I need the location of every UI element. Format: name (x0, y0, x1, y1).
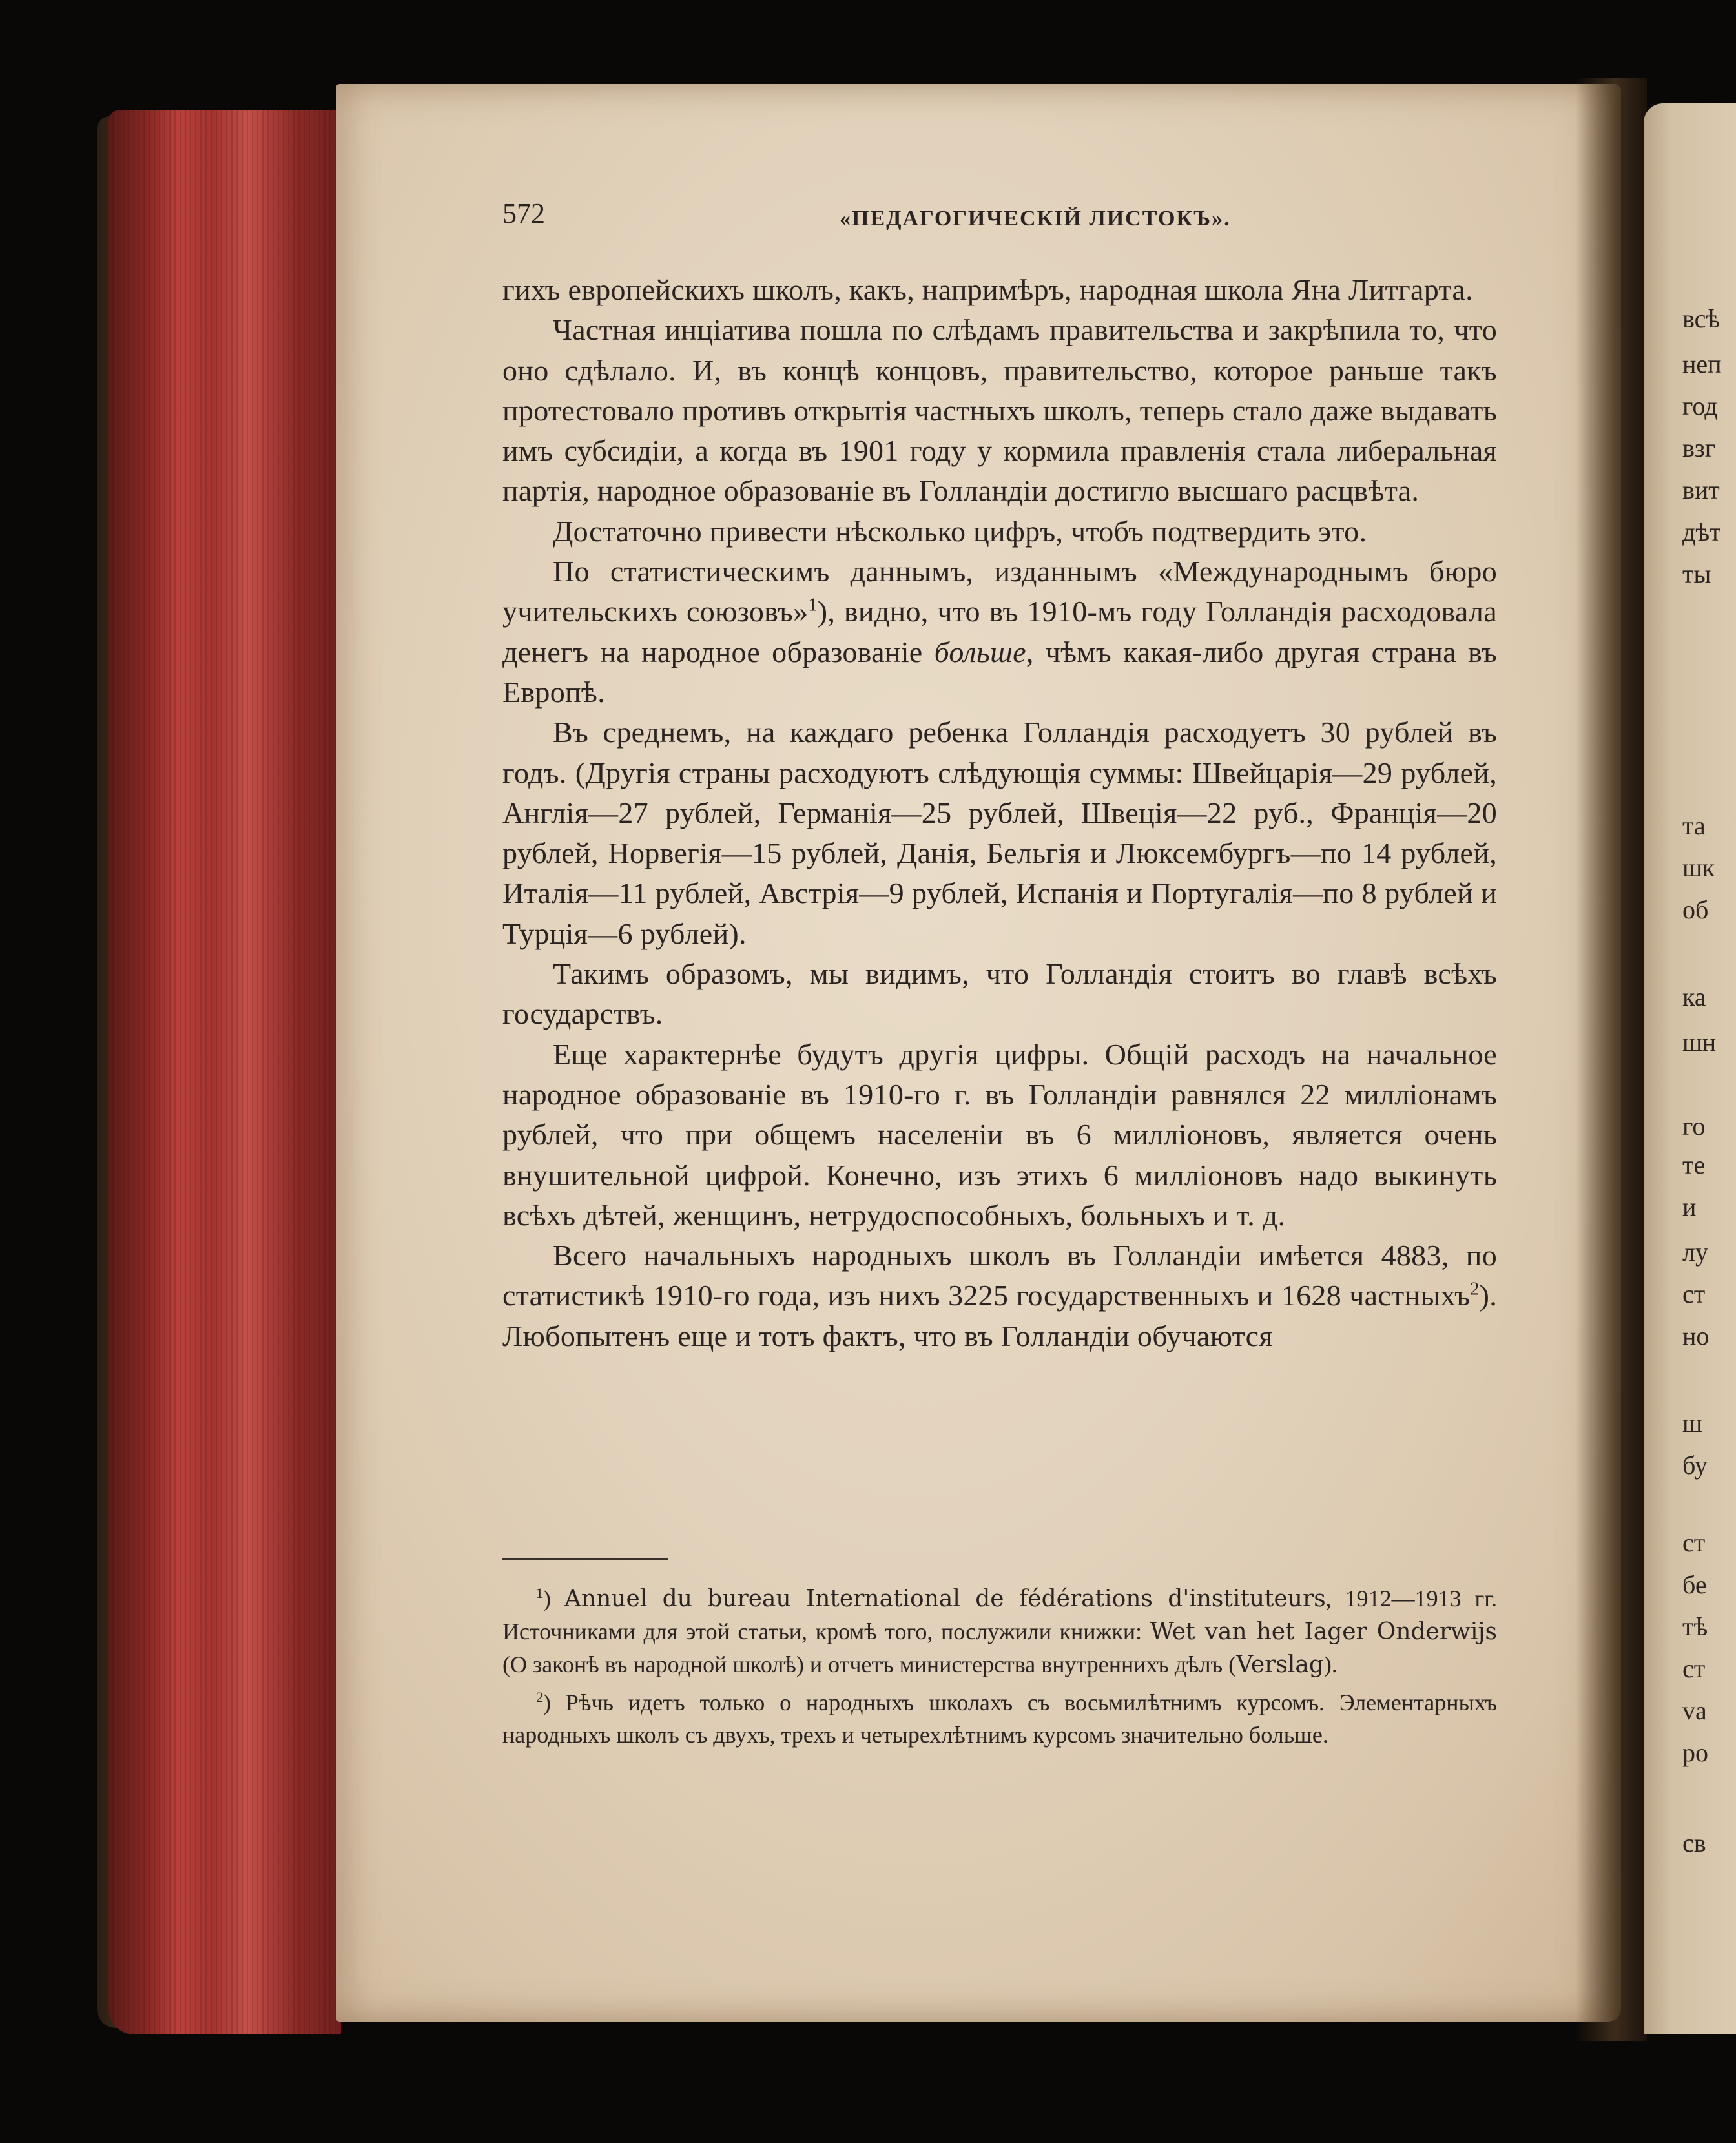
footnote-1-report: Verslag (1236, 1651, 1324, 1678)
running-head: «ПЕДАГОГИЧЕСКІЙ ЛИСТОКЪ». (840, 207, 1231, 231)
next-page-fragment: ст (1682, 1279, 1706, 1309)
emphasis-word: больше (934, 635, 1026, 668)
next-page-fragment: неп (1682, 349, 1722, 378)
page-number: 572 (502, 198, 545, 229)
next-page-fragment: год (1682, 391, 1718, 420)
footnotes (502, 1582, 1497, 1756)
main-text (502, 270, 1497, 1356)
next-page-fragment: шн (1682, 1028, 1717, 1057)
footnote-ref-1: 1 (808, 595, 818, 616)
footnote-1 (502, 1582, 1497, 1681)
next-page-fragment: дѣт (1682, 517, 1721, 546)
next-page-fragment: ка (1682, 982, 1706, 1011)
paragraph-8-part-b: ). Любопытенъ еще и тотъ фактъ, что въ Голландіи обучаются (502, 1279, 1497, 1352)
next-page-fragment: но (1682, 1321, 1710, 1351)
footnote-2-mark: 2 (536, 1689, 543, 1705)
next-page-fragment: шк (1682, 853, 1715, 882)
next-page-fragment: всѣ (1682, 304, 1720, 333)
next-page-fragment: ст (1682, 1654, 1706, 1683)
next-page-sliver (1644, 103, 1736, 2034)
paragraph-5: Въ среднемъ, на каждаго ребенка Голландія расходуетъ 30 рублей въ годъ. (Другія страны расходуютъ слѣдующія суммы: Швейцарія—29 рублей, Англія—27 рублей, Германія—25 рублей, Швеція—22 руб., Франція—20 рублей, Норвегія—15 рублей, Данія, Бельгія и Люксембургъ—по 14 рублей, Италія—11 рублей, Австрія—9 рублей, Испанія и Португалія—по 8 рублей и Турція—6 рублей). (502, 716, 1497, 950)
next-page-fragment: тѣ (1682, 1612, 1708, 1641)
footnote-1-mark: 1 (536, 1585, 543, 1601)
paragraph-6: Такимъ образомъ, мы видимъ, что Голландія стоитъ во главѣ всѣхъ государствъ. (502, 957, 1497, 1031)
paragraph-4 (502, 552, 1497, 712)
footnote-1-part-a: ) (543, 1586, 564, 1611)
paragraph-4-part-a: По статистическимъ даннымъ, изданнымъ «Международнымъ бюро учительскихъ союзовъ» (502, 555, 1497, 628)
next-page-fragment: та (1682, 811, 1706, 840)
footnote-1-book: Wet van het Iager Onderwijs (1150, 1619, 1497, 1645)
footnote-1-title: Annuel du bureau International de fédérations d'instituteurs (564, 1586, 1326, 1612)
next-page-fragment: va (1682, 1696, 1707, 1725)
paragraph-2: Частная инціатива пошла по слѣдамъ правительства и закрѣпила то, что оно сдѣлало. И, въ концѣ концовъ, правительство, которое раньше такъ протестовало противъ открытія частныхъ школъ, теперь стало даже выдавать имъ субсидіи, а когда въ 1901 году у кормила правленія стала либеральная партія, народное образованіе въ Голландіи достигло высшаго расцвѣта. (502, 313, 1497, 508)
paragraph-3: Достаточно привести нѣсколько цифръ, чтобъ подтвердить это. (553, 514, 1367, 548)
next-page-fragment: бе (1682, 1570, 1707, 1599)
next-page-fragment: и (1682, 1192, 1697, 1221)
next-page-fragment: лу (1682, 1237, 1708, 1267)
next-page-fragment: го (1682, 1112, 1706, 1141)
next-page-fragment: св (1682, 1828, 1706, 1858)
footnote-2-text: ) Рѣчь идетъ только о народныхъ школахъ съ восьмилѣтнимъ курсомъ. Элементарныхъ народныхъ школъ съ двухъ, трехъ и четырехлѣтнимъ курсомъ значительно больше. (502, 1690, 1497, 1748)
next-page-fragment: ты (1682, 559, 1711, 588)
book-gutter (1576, 78, 1647, 2041)
footnote-2 (502, 1686, 1497, 1751)
paragraph-8-part-a: Всего начальныхъ народныхъ школъ въ Голландіи имѣется 4883, по статистикѣ 1910-го года, изъ нихъ 3225 государственныхъ и 1628 частныхъ (502, 1239, 1497, 1312)
footnote-1-part-b: , 1912—1913 гг. Источниками для этой статьи, кромѣ того, послужили книжки: (502, 1586, 1497, 1644)
next-page-fragment: об (1682, 895, 1709, 924)
paragraph-1: гихъ европейскихъ школъ, какъ, напримѣръ, народная школа Яна Литгарта. (502, 273, 1473, 306)
next-page-fragment: взг (1682, 433, 1716, 462)
next-page-fragment: бу (1682, 1451, 1708, 1480)
page-edge-lines (108, 110, 341, 2034)
next-page-fragment: те (1682, 1150, 1706, 1179)
footnote-1-part-d: ). (1323, 1651, 1338, 1677)
next-page-fragment: вит (1682, 475, 1720, 504)
next-page-fragment: ст (1682, 1528, 1706, 1557)
footnote-ref-2: 2 (1470, 1279, 1480, 1300)
paragraph-8 (502, 1236, 1497, 1356)
page-edges (108, 110, 341, 2034)
footnote-1-part-c: (О законѣ въ народной школѣ) и отчетъ министерства внутреннихъ дѣлъ ( (502, 1651, 1237, 1677)
next-page-fragment: ро (1682, 1738, 1708, 1767)
paragraph-7: Еще характернѣе будутъ другія цифры. Общій расходъ на начальное народное образованіе въ 1910-го г. въ Голландіи равнялся 22 милліонамъ рублей, что при общемъ населеніи въ 6 милліоновъ, является очень внушительной цифрой. Конечно, изъ этихъ 6 милліоновъ надо выкинуть всѣхъ дѣтей, женщинъ, нетрудоспособныхъ, больныхъ и т. д. (502, 1037, 1497, 1232)
paragraph-4-part-c: , чѣмъ какая-либо другая страна въ Европѣ. (502, 635, 1497, 709)
paragraph-4-part-b: ), видно, что въ 1910-мъ году Голландія расходовала денегъ на народное образованіе (502, 595, 1497, 668)
footnote-divider (502, 1558, 668, 1560)
next-page-fragment: ш (1682, 1409, 1702, 1438)
